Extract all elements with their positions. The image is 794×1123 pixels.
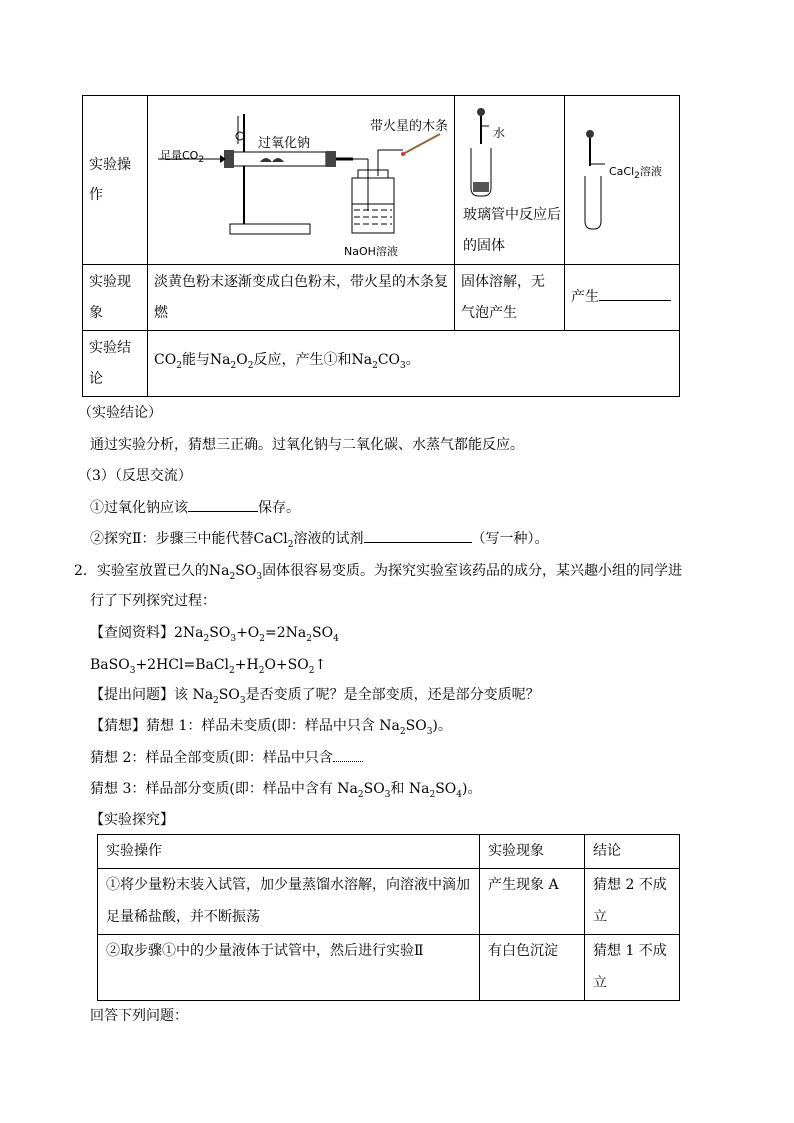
row2-conclusion: 猜想 1 不成立	[585, 935, 680, 1001]
splint-label: 带火星的木条	[370, 119, 449, 134]
cacl2-label: CaCl$_2$溶液	[609, 165, 662, 182]
phenomenon-3: 产生	[565, 265, 680, 331]
answer-blank-2[interactable]	[364, 528, 472, 543]
conclusion-cell: $CO_2$能与$Na_2O_2$反应，产生①和$Na_2CO_3$。	[148, 331, 680, 397]
row2-operation: ②取步骤①中的少量液体于试管中，然后进行实验Ⅱ	[98, 935, 480, 1001]
reference-reaction-1: 【查阅资料】$2Na_2SO_3+O_2=2Na_2SO_4$	[90, 625, 339, 644]
header-operation: 实验操作	[98, 835, 480, 869]
cacl2-test-cell	[565, 96, 680, 265]
sodium-peroxide-label: 过氧化钠	[258, 136, 311, 151]
experiment-explore-title: 【实验探究】	[90, 812, 174, 828]
hypothesis-1: 【猜想】猜想 1：样品未变质(即：样品中只含 $Na_2SO_3$)。	[90, 718, 452, 737]
question-1: ①过氧化钠应该 保存。	[90, 497, 300, 518]
experiment-conclusion-title: （实验结论）	[78, 405, 162, 421]
water-test-cell	[455, 96, 565, 265]
reflection-title: （3）（反思交流）	[78, 468, 192, 484]
question-2: ②探究Ⅱ：步骤三中能代替CaCl$_2$溶液的试剂 （写一种）。	[90, 528, 549, 555]
water-label: 水	[493, 126, 506, 140]
row1-conclusion: 猜想 2 不成立	[585, 869, 680, 935]
header-conclusion: 结论	[585, 835, 680, 869]
apparatus-cell	[148, 96, 455, 265]
answer-prompt: 回答下列问题：	[90, 1008, 188, 1024]
experiment-table-1	[82, 95, 680, 397]
row-header-conclusion: 实验结论	[83, 331, 148, 397]
answer-blank[interactable]	[599, 286, 671, 301]
row-header-phenomenon: 实验现象	[83, 265, 148, 331]
experiment-conclusion-text: 通过实验分析，猜想三正确。过氧化钠与二氧化碳、水蒸气都能反应。	[90, 437, 524, 453]
experiment-table-2	[97, 834, 680, 1001]
hypothesis-2: 猜想 2：样品全部变质(即：样品中只含	[90, 748, 363, 768]
row1-operation: ①将少量粉末装入试管，加少量蒸馏水溶解，向溶液中滴加足量稀盐酸，并不断振荡	[98, 869, 480, 935]
problem-2-line-1: 2．实验室放置已久的$Na_2SO_3$固体很容易变质。为探究实验室该药品的成分，某兴趣小组的同学进	[74, 563, 683, 582]
dotted-blank[interactable]	[333, 749, 363, 762]
answer-blank-1[interactable]	[188, 497, 258, 512]
phenomenon-2: 固体溶解，无气泡产生	[455, 265, 565, 331]
solid-description: 玻璃管中反应后的固体	[463, 207, 561, 254]
question-statement: 【提出问题】该 $Na_2SO_3$是否变质了呢？是全部变质，还是部分变质呢？	[90, 687, 540, 706]
header-phenomenon: 实验现象	[480, 835, 585, 869]
hypothesis-3: 猜想 3：样品部分变质(即：样品中含有 $Na_2SO_3$和 $Na_2SO_4$)。	[90, 781, 482, 800]
co2-label: 足量$CO_2$	[160, 149, 205, 166]
row1-phenomenon: 产生现象 A	[480, 869, 585, 935]
phenomenon-1: 淡黄色粉末逐渐变成白色粉末，带火星的木条复燃	[148, 265, 455, 331]
reference-reaction-2: $BaSO_3+2HCl=BaCl_2+H_2O+SO_2↑$	[90, 657, 327, 676]
row2-phenomenon: 有白色沉淀	[480, 935, 585, 1001]
naoh-label: NaOH溶液	[344, 245, 398, 258]
problem-2-line-2: 行了下列探究过程：	[90, 593, 216, 609]
row-header-operation: 实验操作	[83, 96, 148, 265]
